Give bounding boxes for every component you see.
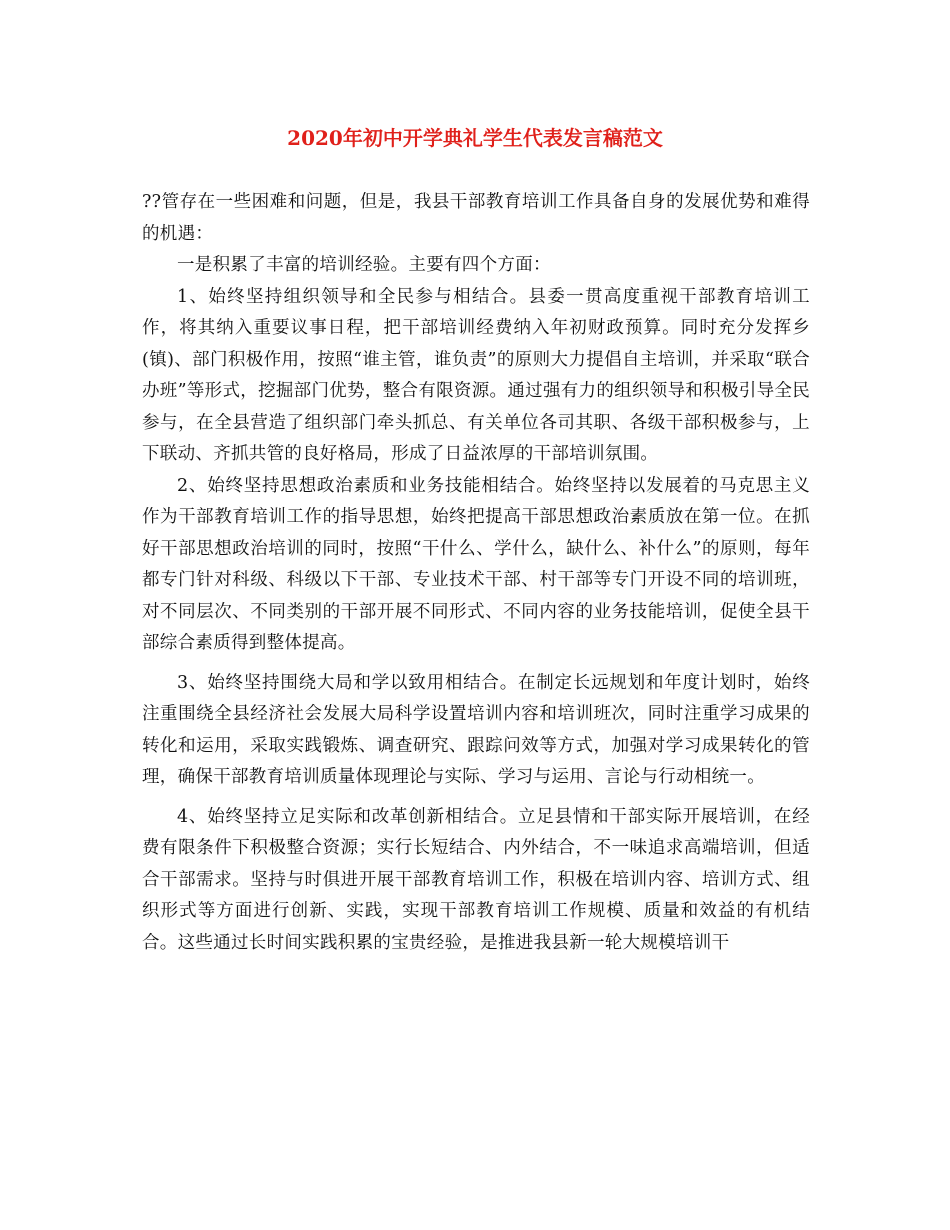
paragraph-point-2: 2、始终坚持思想政治素质和业务技能相结合。始终坚持以发展着的马克思主义作为干部教育培训工作的指导思想，始终把提高干部思想政治素质放在第一位。在抓好干部思想政治培训的同时，按照“干什么、学什么，缺什么、补什么”的原则，每年都专门针对科级、科级以下干部、专业技术干部、村干部等专门开设不同的培训班，对不同层次、不同类别的干部开展不同形式、不同内容的业务技能培训，促使全县干部综合素质得到整体提高。 [142,475,810,653]
document-body [142,187,810,959]
paragraph-summary: 一是积累了丰富的培训经验。主要有四个方面： [177,255,551,275]
paragraph-point-3: 3、始终坚持围绕大局和学以致用相结合。在制定长远规划和年度计划时，始终注重围绕全县经济社会发展大局科学设置培训内容和培训班次，同时注重学习成果的转化和运用，采取实践锻炼、调查研究、跟踪问效等方式，加强对学习成果转化的管理，确保干部教育培训质量体现理论与实际、学习与运用、言论与行动相统一。 [142,672,810,787]
paragraph-point-1: 1、始终坚持组织领导和全民参与相结合。县委一贯高度重视干部教育培训工作，将其纳入重要议事日程，把干部培训经费纳入年初财政预算。同时充分发挥乡(镇)、部门积极作用，按照“谁主管，谁负责”的原则大力提倡自主培训，并采取“联合办班”等形式，挖掘部门优势，整合有限资源。通过强有力的组织领导和积极引导全民参与，在全县营造了组织部门牵头抓总、有关单位各司其职、各级干部积极参与，上下联动、齐抓共管的良好格局，形成了日益浓厚的干部培训氛围。 [142,286,810,464]
document-title: 2020年初中开学典礼学生代表发言稿范文 [287,126,663,150]
paragraph-point-4: 4、始终坚持立足实际和改革创新相结合。立足县情和干部实际开展培训，在经费有限条件下积极整合资源；实行长短结合、内外结合，不一味追求高端培训，但适合干部需求。坚持与时俱进开展干部教育培训工作，积极在培训内容、培训方式、组织形式等方面进行创新、实践，实现干部教育培训工作规模、质量和效益的有机结合。这些通过长时间实践积累的宝贵经验，是推进我县新一轮大规模培训干 [142,806,810,953]
paragraph-intro: ??管存在一些困难和问题，但是，我县干部教育培训工作具备自身的发展优势和难得的机遇： [142,192,810,244]
